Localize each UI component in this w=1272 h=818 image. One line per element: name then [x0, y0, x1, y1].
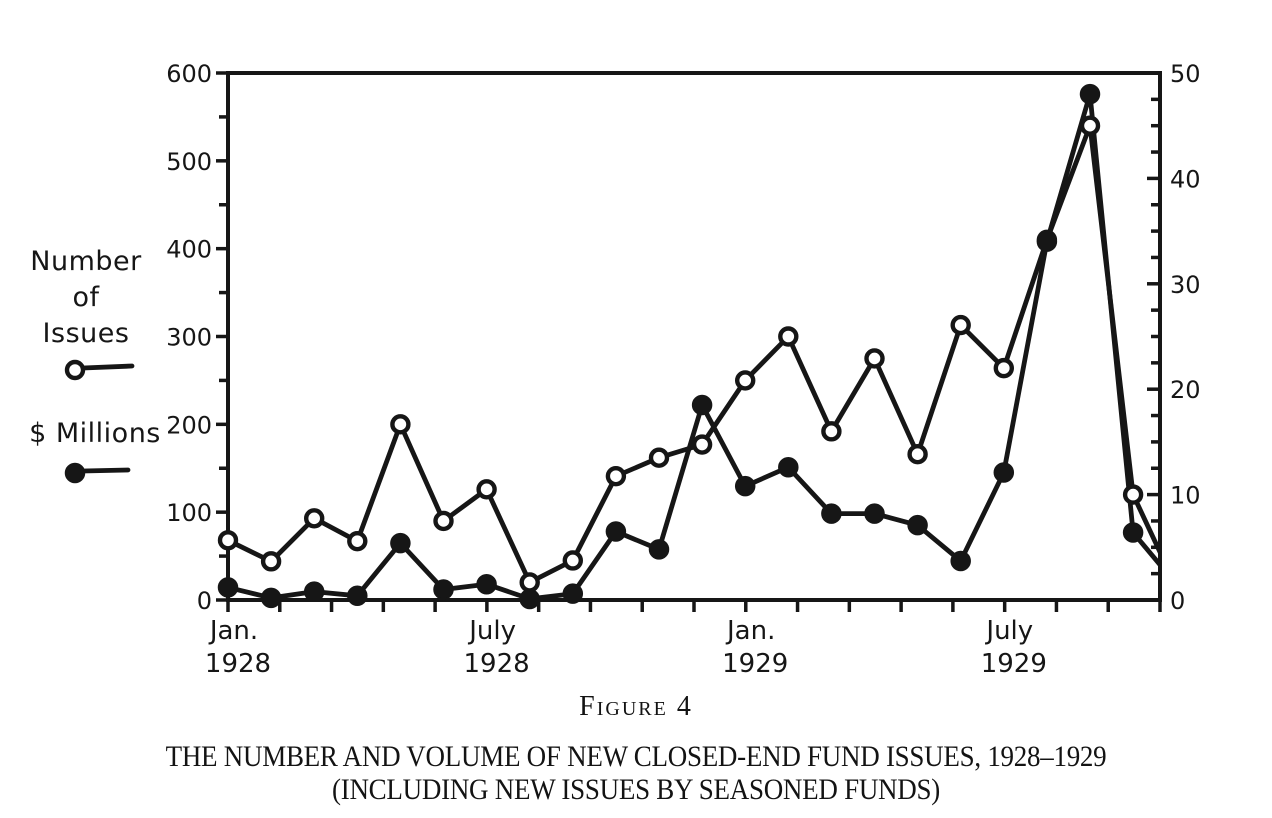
- data-point-filled-circle: [305, 582, 324, 601]
- x-axis-tick-label-year: 1929: [980, 649, 1047, 679]
- data-point-open-circle: [608, 468, 624, 484]
- legend-text-number: Number: [30, 246, 142, 277]
- data-point-filled-circle: [563, 584, 582, 603]
- data-point-filled-circle: [477, 575, 496, 594]
- data-point-open-circle: [996, 360, 1012, 376]
- y-axis-right-tick-label: 10: [1170, 481, 1201, 510]
- data-point-open-circle: [220, 532, 236, 548]
- data-point-open-circle: [910, 446, 926, 462]
- data-point-open-circle: [479, 481, 495, 497]
- data-point-open-circle: [694, 437, 710, 453]
- data-point-filled-circle: [606, 522, 625, 541]
- data-point-open-circle: [436, 513, 452, 529]
- data-point-open-circle: [306, 510, 322, 526]
- data-point-open-circle: [565, 552, 581, 568]
- data-point-filled-circle: [434, 580, 453, 599]
- data-point-open-circle: [867, 350, 883, 366]
- y-axis-left-tick-label: 200: [166, 411, 212, 440]
- data-point-filled-circle: [391, 534, 410, 553]
- data-point-filled-circle: [1124, 523, 1143, 542]
- y-axis-right-tick-label: 0: [1170, 587, 1186, 615]
- data-point-open-circle: [823, 423, 839, 439]
- data-point-filled-circle: [736, 477, 755, 496]
- data-point-filled-circle: [951, 552, 970, 571]
- data-point-filled-circle: [219, 578, 238, 597]
- data-point-open-circle: [737, 372, 753, 388]
- data-point-filled-circle: [262, 588, 281, 607]
- data-point-filled-circle: [1037, 232, 1056, 251]
- data-point-open-circle: [349, 533, 365, 549]
- x-axis-tick-label-month: July: [986, 616, 1034, 646]
- data-point-filled-circle: [693, 396, 712, 415]
- legend-text-dollar-millions: $ Millions: [29, 418, 161, 449]
- x-axis-tick-label-year: 1928: [204, 649, 272, 679]
- data-point-open-circle: [1125, 487, 1141, 503]
- data-point-open-circle: [651, 450, 667, 466]
- x-axis-tick-label-year: 1929: [722, 649, 789, 679]
- y-axis-right-tick-label: 40: [1170, 165, 1201, 194]
- data-point-filled-circle: [994, 463, 1013, 482]
- y-axis-right-tick-label: 20: [1170, 376, 1201, 405]
- y-axis-left-tick-label: 400: [166, 235, 212, 264]
- y-axis-right-tick-label: 50: [1170, 60, 1201, 88]
- series-dollar-millions-line: [228, 94, 1176, 599]
- data-point-open-circle: [522, 574, 538, 590]
- data-point-filled-circle: [520, 589, 539, 608]
- data-point-filled-circle: [1081, 85, 1100, 104]
- x-axis-tick-label-year: 1928: [463, 649, 530, 679]
- data-point-open-circle: [263, 553, 279, 569]
- y-axis-left-tick-label: 0: [196, 587, 212, 615]
- data-point-open-circle: [953, 317, 969, 333]
- figure-caption-line2: (INCLUDING NEW ISSUES BY SEASONED FUNDS): [332, 773, 940, 806]
- y-axis-left-tick-label: 100: [166, 499, 212, 528]
- data-point-filled-circle: [822, 504, 841, 523]
- data-point-filled-circle: [650, 540, 669, 559]
- data-point-filled-circle: [348, 586, 367, 605]
- x-axis-tick-label-month: July: [469, 616, 516, 646]
- data-point-filled-circle: [779, 458, 798, 477]
- data-point-filled-circle: [865, 504, 884, 523]
- plot-border: [228, 73, 1160, 600]
- figure-label: Figure 4: [579, 691, 693, 722]
- data-point-open-circle: [392, 416, 408, 432]
- legend-text-issues: Issues: [42, 318, 130, 349]
- data-point-open-circle: [1082, 118, 1098, 134]
- y-axis-left-tick-label: 600: [166, 60, 212, 88]
- data-point-open-circle: [780, 329, 796, 345]
- y-axis-right-tick-label: 30: [1170, 270, 1201, 299]
- x-axis-tick-label-month: Jan.: [209, 616, 259, 646]
- series-number-of-issues-line: [228, 126, 1176, 587]
- figure-caption-line1: THE NUMBER AND VOLUME OF NEW CLOSED-END FUND ISSUES, 1928–1929: [165, 740, 1107, 773]
- y-axis-left-tick-label: 500: [166, 147, 212, 176]
- y-axis-left-tick-label: 300: [166, 323, 212, 352]
- legend-text-of: of: [72, 282, 100, 313]
- data-point-filled-circle: [908, 516, 927, 535]
- x-axis-tick-label-month: Jan.: [727, 616, 776, 646]
